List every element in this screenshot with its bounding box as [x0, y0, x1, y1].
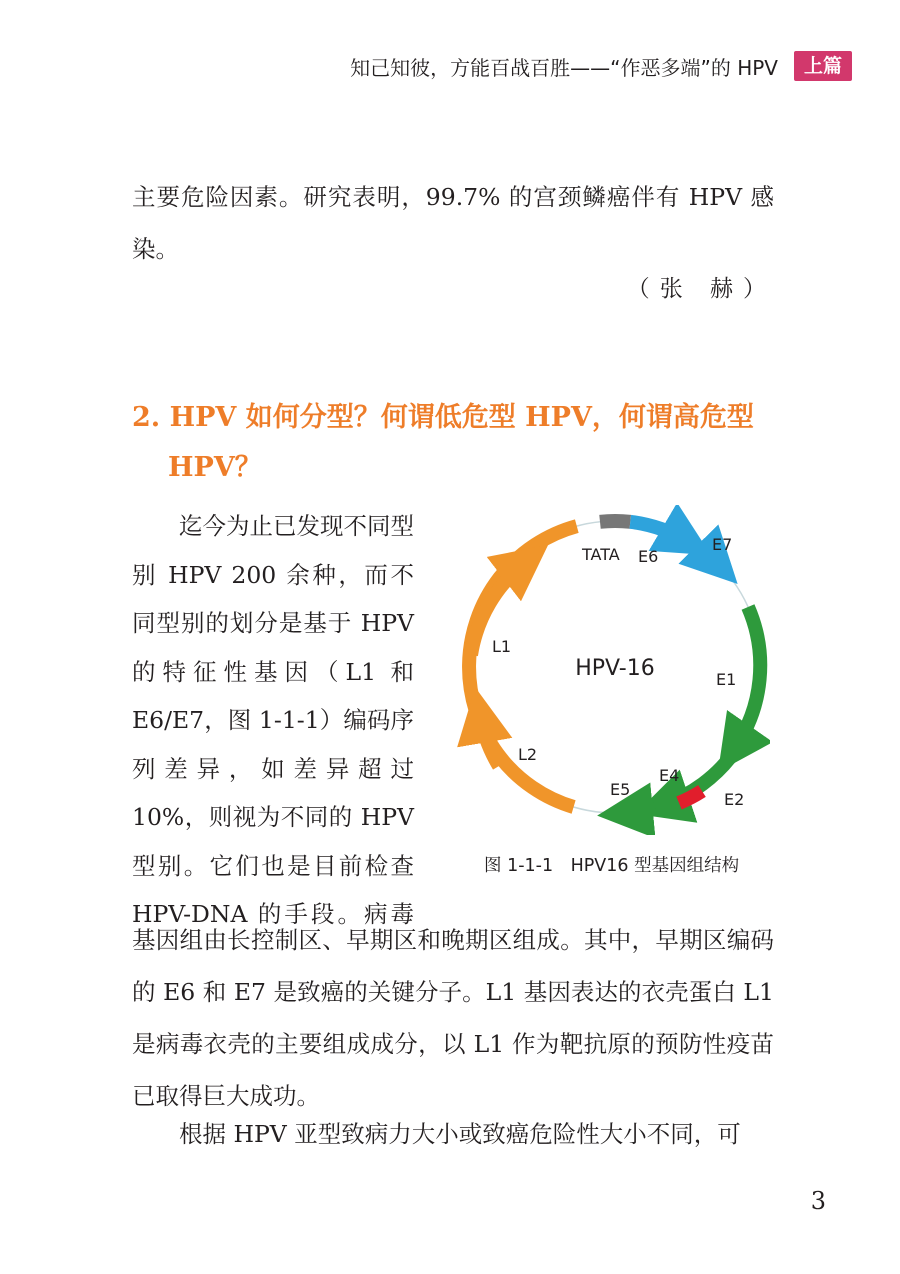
running-header-title: 知己知彼，方能百战百胜——“作恶多端”的 HPV: [350, 56, 778, 80]
gene-e5-arrow: [625, 807, 655, 813]
author-credit: （张 赫）: [626, 276, 776, 302]
label-l1: L1: [492, 637, 512, 656]
label-l2: L2: [518, 745, 538, 764]
paragraph-risk-classification: 根据 HPV 亚型致病力大小或致癌危险性大小不同，可: [179, 1120, 741, 1148]
label-e1: E1: [716, 670, 737, 689]
genome-center-label: HPV-16: [575, 656, 655, 681]
label-tata: TATA: [582, 545, 620, 564]
section-heading: 2. HPV 如何分型？何谓低危型 HPV，何谓高危型 HPV？: [132, 402, 754, 483]
figure-caption: 图 1-1-1 HPV16 型基因组结构: [484, 856, 740, 876]
paragraph-hpv-types: 迄今为止已发现不同型别 HPV 200 余种，而不同型别的划分是基于 HPV 的特征性基因（L1 和 E6/E7，图 1-1-1）编码序列差异，如差异超过 10%，则视为不同的 HPV 型别。它们也是目前检查 HPV-DNA 的手段。病毒: [132, 512, 414, 928]
gene-e1-arrow: [734, 607, 760, 749]
hpv16-genome-figure: [450, 505, 770, 835]
part-badge: 上篇: [794, 51, 852, 81]
label-e7: E7: [712, 535, 733, 554]
label-e4: E4: [659, 766, 680, 785]
tata-segment: [600, 521, 630, 522]
page-number: 3: [810, 1187, 826, 1215]
paragraph-genome-structure: 基因组由长控制区、早期区和晚期区组成。其中，早期区编码的 E6 和 E7 是致癌的关键分子。L1 基因表达的衣壳蛋白 L1 是病毒衣壳的主要组成成分，以 L1 作为靶抗原的预防性疫苗已取得巨大成功。: [132, 926, 774, 1110]
gene-e6-arrow: [630, 522, 687, 541]
paragraph-risk-factor: 主要危险因素。研究表明，99.7% 的宫颈鳞癌伴有 HPV 感染。: [132, 183, 774, 263]
genome-circle-diagram: [450, 505, 770, 835]
label-e5: E5: [610, 780, 631, 799]
label-e6: E6: [638, 547, 659, 566]
label-e2: E2: [724, 790, 745, 809]
